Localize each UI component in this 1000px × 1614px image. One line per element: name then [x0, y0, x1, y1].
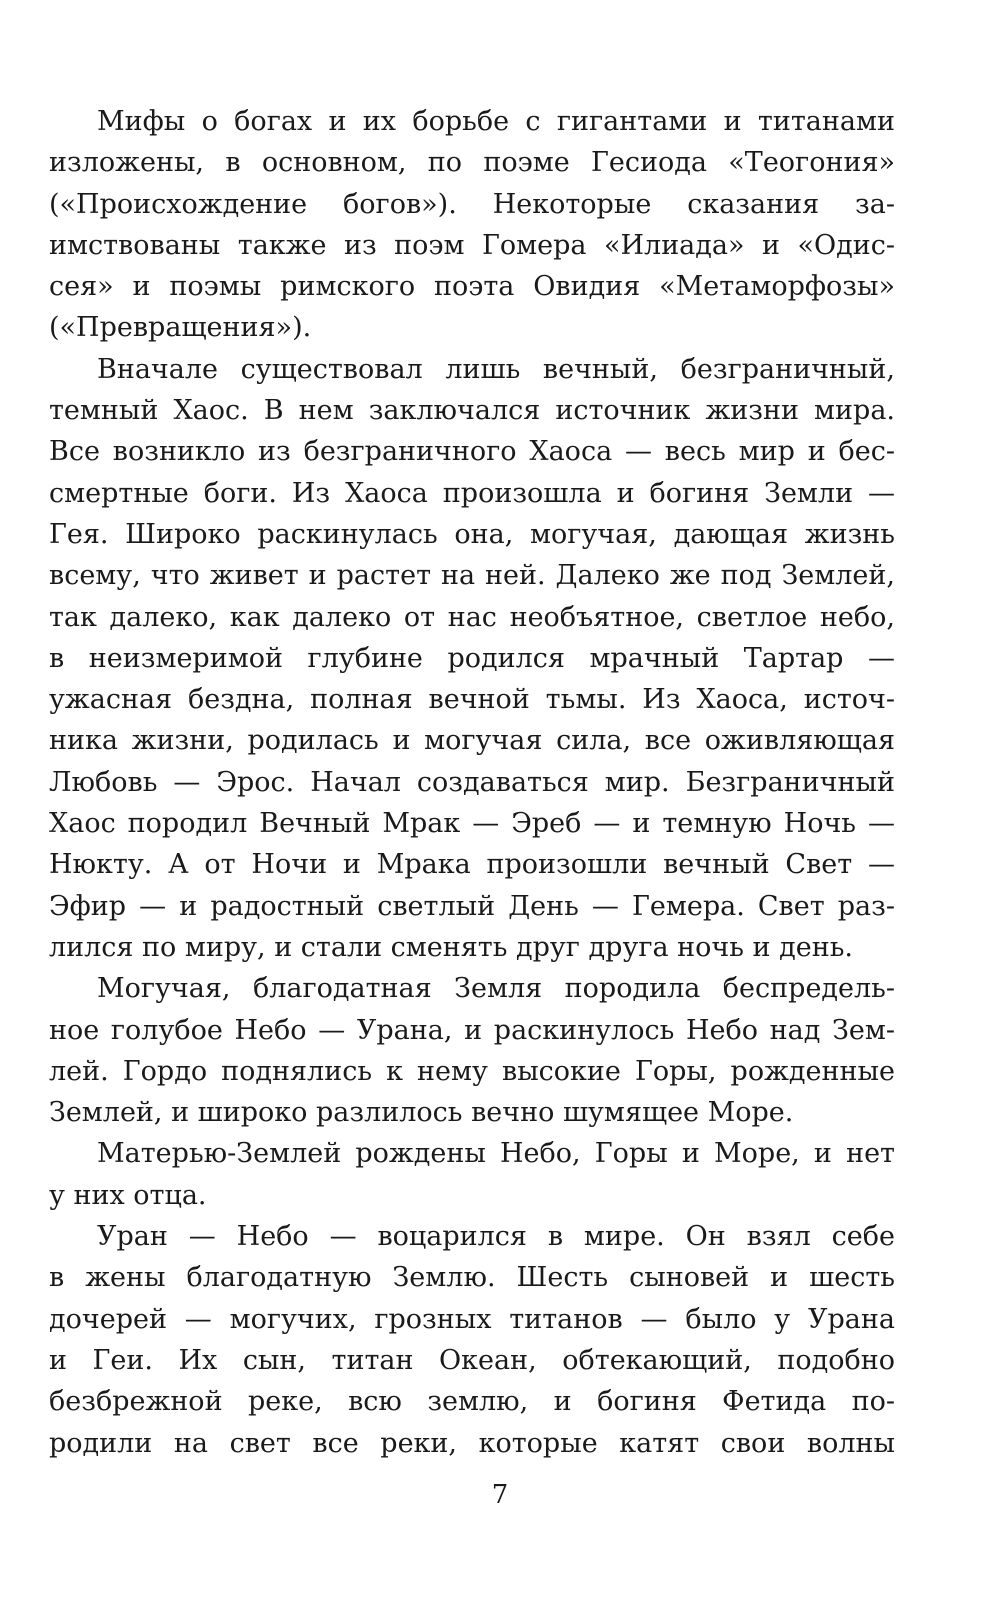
paragraph-2-line: лился по миру, и стали сменять друг друга ночь и день. [49, 931, 854, 963]
page-number: 7 [491, 1480, 509, 1510]
paragraph-5-line: Уран — Небо — воцарился в мире. Он взял себе [97, 1221, 895, 1253]
paragraph-2-line: ужасная бездна, полная вечной тьмы. Из Хаоса, источ- [49, 684, 895, 716]
paragraph-5-line: безбрежной реке, всю землю, и богиня Фетида по- [49, 1386, 895, 1418]
paragraph-2-line: Вначале существовал лишь вечный, безграничный, [97, 353, 895, 385]
paragraph-2-line: Нюкту. А от Ночи и Мрака произошли вечный Свет — [49, 849, 895, 881]
paragraph-3-line: ное голубое Небо — Урана, и раскинулось Небо над Зем- [49, 1014, 895, 1046]
paragraph-2-line: Хаос породил Вечный Мрак — Эреб — и темную Ночь — [49, 808, 895, 840]
paragraph-2-line: всему, что живет и растет на ней. Далеко же под Землей, [49, 560, 895, 592]
paragraph-4-line: Матерью-Землей рождены Небо, Горы и Море, и нет [97, 1138, 895, 1170]
paragraph-1-line: («Происхождение богов»). Некоторые сказания за- [49, 188, 895, 220]
paragraph-3-line: Землей, и широко разлилось вечно шумящее Море. [49, 1097, 794, 1129]
paragraph-5-line: родили на свет все реки, которые катят свои волны [49, 1427, 895, 1459]
paragraph-2-line: Любовь — Эрос. Начал создаваться мир. Безграничный [49, 766, 895, 798]
paragraph-2-line: Гея. Широко раскинулась она, могучая, дающая жизнь [49, 518, 895, 550]
paragraph-5-line: в жены благодатную Землю. Шесть сыновей и шесть [49, 1262, 895, 1294]
paragraph-1-line: Мифы о богах и их борьбе с гигантами и титанами [97, 106, 895, 137]
paragraph-3-line: лей. Гордо поднялись к нему высокие Горы, рожденные [49, 1055, 895, 1087]
paragraph-5-line: дочерей — могучих, грозных титанов — было у Урана [49, 1303, 895, 1335]
paragraph-2-line: смертные боги. Из Хаоса произошла и богиня Земли — [49, 477, 895, 509]
paragraph-2-line: ника жизни, родилась и могучая сила, все оживляющая [49, 725, 895, 757]
paragraph-2-line: темный Хаос. В нем заключался источник жизни мира. [49, 395, 895, 427]
body-text [49, 101, 895, 1464]
paragraph-2-line: Эфир — и радостный светлый День — Гемера. Свет раз- [49, 890, 895, 922]
paragraph-1-line: имствованы также из поэм Гомера «Илиада» и «Одис- [49, 229, 895, 261]
paragraph-3-line: Могучая, благодатная Земля породила беспредель- [97, 973, 895, 1005]
paragraph-2-line: в неизмеримой глубине родился мрачный Тартар — [49, 642, 895, 674]
paragraph-1-line: («Превращения»). [49, 312, 312, 344]
paragraph-2-line: так далеко, как далеко от нас необъятное, светлое небо, [49, 601, 895, 633]
paragraph-1-line: изложены, в основном, по поэме Гесиода «Теогония» [49, 147, 895, 179]
paragraph-1-line: сея» и поэмы римского поэта Овидия «Метаморфозы» [49, 271, 895, 303]
paragraph-2-line: Все возникло из безграничного Хаоса — весь мир и бес- [49, 436, 895, 468]
paragraph-4-line: у них отца. [49, 1179, 207, 1211]
paragraph-5-line: и Геи. Их сын, титан Океан, обтекающий, подобно [49, 1344, 895, 1376]
